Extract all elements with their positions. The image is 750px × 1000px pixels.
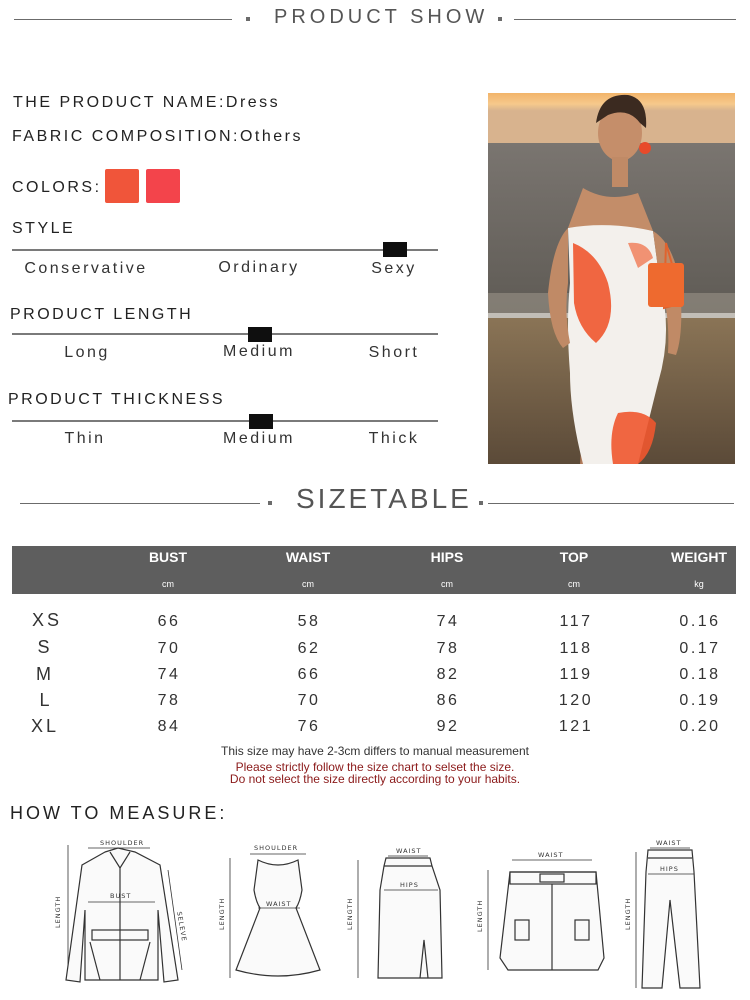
product-show-line-left	[14, 19, 232, 20]
length-option-long: Long	[64, 344, 110, 361]
table-cell: 84	[157, 718, 181, 735]
col-unit-bust: cm	[162, 579, 174, 589]
thickness-scale-line	[12, 420, 438, 422]
table-cell: 0.19	[679, 692, 721, 709]
jacket-diagram	[54, 839, 188, 982]
dress-waist-label: WAIST	[266, 900, 292, 908]
table-cell: 62	[297, 640, 321, 657]
shorts-waist-label: WAIST	[538, 851, 564, 859]
table-cell: 86	[436, 692, 460, 709]
table-cell: 82	[436, 666, 460, 683]
table-cell: 0.16	[679, 613, 721, 630]
style-scale-line	[12, 249, 438, 251]
product-name-label: THE PRODUCT NAME:	[13, 94, 226, 111]
col-header-hips: HIPS	[430, 549, 464, 565]
table-cell: 66	[157, 613, 181, 630]
style-title: STYLE	[12, 220, 76, 237]
product-name	[13, 94, 280, 112]
col-unit-hips: cm	[441, 579, 453, 589]
table-cell: 0.20	[679, 718, 721, 735]
size-label: L	[39, 690, 53, 710]
style-option-sexy: Sexy	[371, 260, 417, 277]
table-cell: 74	[157, 666, 181, 683]
table-cell: 78	[157, 692, 181, 709]
col-unit-weight: kg	[694, 579, 704, 589]
style-option-conservative: Conservative	[24, 260, 148, 277]
pants-diagram	[624, 839, 700, 988]
shorts-diagram	[476, 851, 604, 970]
measure-diagrams	[0, 830, 750, 1000]
size-label: XL	[30, 716, 60, 736]
sizetable-dot-left	[268, 501, 272, 505]
col-header-waist: WAIST	[285, 549, 331, 565]
col-unit-waist: cm	[302, 579, 314, 589]
size-label: M	[36, 664, 54, 684]
table-cell: 70	[157, 640, 181, 657]
sizetable-line-left	[20, 503, 260, 504]
colors-label: COLORS:	[12, 179, 102, 196]
table-cell: 0.17	[679, 640, 721, 657]
how-to-measure-title: HOW TO MEASURE:	[10, 803, 228, 823]
skirt-waist-label: WAIST	[396, 847, 422, 855]
table-cell: 70	[297, 692, 321, 709]
size-table-header	[12, 546, 736, 594]
size-note-measurement: This size may have 2-3cm differs to manual measurement	[221, 744, 529, 758]
product-show-line-right	[514, 19, 736, 20]
product-show-title: PRODUCT SHOW	[274, 6, 489, 28]
dress-shoulder-label: SHOULDER	[254, 844, 299, 852]
table-cell: 0.18	[679, 666, 721, 683]
dress-diagram	[218, 844, 320, 978]
table-cell: 118	[559, 640, 593, 657]
shorts-length-label: LENGTH	[476, 899, 484, 932]
size-note-follow-chart: Please strictly follow the size chart to selset the size.	[235, 760, 515, 774]
product-show-dot-right	[498, 17, 502, 21]
length-title: PRODUCT LENGTH	[10, 306, 194, 323]
jacket-length-label: LENGTH	[54, 895, 62, 928]
color-swatch-1[interactable]	[105, 169, 139, 203]
thickness-title: PRODUCT THICKNESS	[8, 391, 226, 408]
product-name-value: Dress	[225, 94, 281, 111]
col-header-top: TOP	[559, 549, 589, 565]
length-scale-marker	[248, 327, 272, 342]
sizetable-dot-right	[479, 501, 483, 505]
style-option-ordinary: Ordinary	[218, 259, 300, 276]
skirt-length-label: LENGTH	[346, 897, 354, 930]
table-cell: 78	[436, 640, 460, 657]
fabric-label: FABRIC COMPOSITION:	[12, 128, 240, 145]
length-option-medium: Medium	[223, 343, 295, 360]
thickness-scale-marker	[249, 414, 273, 429]
product-photo	[488, 93, 735, 464]
table-cell: 121	[558, 718, 594, 735]
thickness-option-thin: Thin	[64, 430, 106, 447]
size-note-habits: Do not select the size directly according to your habits.	[229, 772, 521, 786]
length-scale-line	[12, 333, 438, 335]
table-cell: 76	[297, 718, 321, 735]
sizetable-line-right	[488, 503, 734, 504]
jacket-shoulder-label: SHOULDER	[100, 839, 145, 847]
jacket-bust-label: BUST	[110, 892, 132, 900]
col-header-weight: WEIGHT	[671, 549, 727, 565]
table-cell: 117	[559, 613, 593, 630]
pants-hips-label: HIPS	[660, 865, 679, 873]
style-scale-marker	[383, 242, 407, 257]
thickness-option-medium: Medium	[223, 430, 295, 447]
pants-length-label: LENGTH	[624, 897, 632, 930]
skirt-diagram	[346, 847, 442, 978]
skirt-hips-label: HIPS	[400, 881, 419, 889]
table-cell: 119	[559, 666, 593, 683]
table-cell: 92	[436, 718, 460, 735]
length-option-short: Short	[368, 344, 420, 361]
product-photo-image	[488, 93, 735, 464]
col-header-bust: BUST	[148, 549, 188, 565]
dress-length-label: LENGTH	[218, 897, 226, 930]
size-label: S	[37, 637, 53, 657]
table-cell: 120	[558, 692, 594, 709]
thickness-option-thick: Thick	[368, 430, 420, 447]
table-cell: 66	[297, 666, 321, 683]
fabric-value: Others	[239, 128, 303, 145]
product-show-dot-left	[246, 17, 250, 21]
fabric-composition	[12, 128, 303, 146]
table-cell: 58	[297, 613, 321, 630]
table-cell: 74	[436, 613, 460, 630]
size-label: XS	[31, 610, 63, 630]
jacket-sleeve-label: SELEVE	[175, 910, 189, 943]
col-unit-top: cm	[568, 579, 580, 589]
pants-waist-label: WAIST	[656, 839, 682, 847]
sizetable-title: SIZETABLE	[296, 483, 472, 514]
color-swatch-2[interactable]	[146, 169, 180, 203]
